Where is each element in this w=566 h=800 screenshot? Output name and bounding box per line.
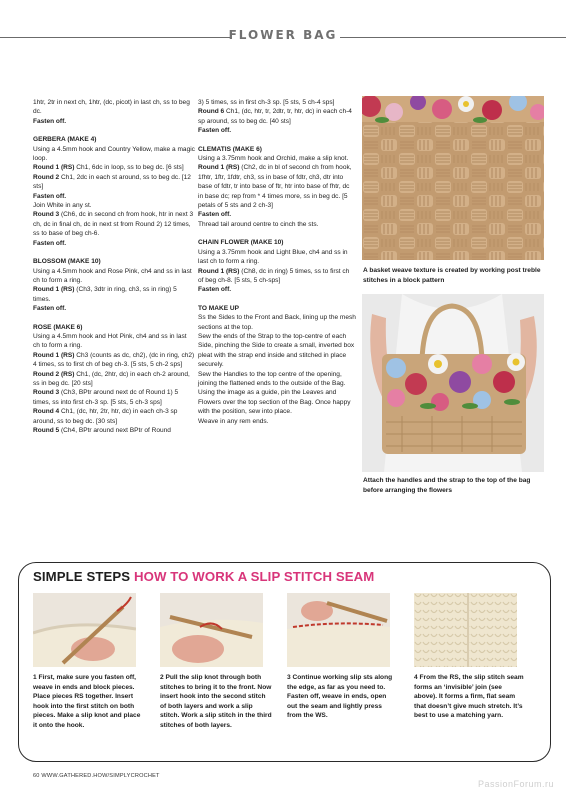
round	[198, 163, 356, 210]
step-3-photo	[287, 593, 390, 667]
photo-caption-top: A basket weave texture is created by working post treble stitches in a block pattern	[363, 267, 541, 284]
round-text: (Ch2, dc in bl of second ch from hook, 1fhtr, 1ftr, 1fdtr, ch3, ss in base of fdtr, ch3, dtr into base of fdtr, tr into base of ftr, htr into base of fhtr, dc in base dc; rep from * 4 times more, ss in beg dc. [5 petals of 5 sts and 2 ch-3]	[198, 164, 352, 210]
watermark: PassionForum.ru	[477, 779, 554, 789]
step-2-photo	[160, 593, 263, 667]
round	[33, 351, 195, 370]
round-label: Round 1 (RS)	[33, 351, 75, 359]
photo-caption-bottom: Attach the handles and the strap to the top of the bag before arranging the flowers	[363, 477, 531, 494]
fasten-off: Fasten off.	[33, 239, 67, 247]
round-label: Round 6	[198, 108, 225, 116]
text: Using a 3.75mm hook and Orchid, make a slip knot.	[198, 155, 349, 163]
round-text: Ch3 (counts as dc, ch2), (dc in ring, ch2) 4 times, ss to first ch of beg ch-3. [5 sts, 5 ch-2 sps]	[33, 351, 195, 369]
text: 1htr, 2tr in next ch, 1htr, (dc, picot) in last ch, ss to beg dc.	[33, 99, 190, 116]
round-label: Round 4	[33, 408, 60, 416]
round-label: Round 3	[33, 389, 60, 397]
round-text: (Ch3, 3dtr in ring, ch3, ss in ring) 5 times.	[33, 286, 177, 303]
step-1-photo	[33, 593, 136, 667]
round-label: Round 1 (RS)	[198, 267, 240, 275]
round-label: Round 1 (RS)	[198, 164, 240, 172]
round-text: (Ch8, dc in ring) 5 times, ss to first ch of beg ch-8. [5 sts, 5 ch-sps]	[198, 267, 350, 284]
round-label: Round 5	[33, 427, 60, 434]
text: Using a 4.5mm hook and Hot Pink, ch4 and ss in last ch to form a ring.	[33, 332, 187, 350]
round	[33, 173, 195, 192]
fasten-off: Fasten off.	[198, 127, 232, 135]
round-text: Ch1, (dc, htr, tr, 2dtr, tr, htr, dc) in each ch-4 sp around, ss to beg dc. [40 sts]	[198, 108, 352, 125]
simple-steps-subtitle: HOW TO WORK A SLIP STITCH SEAM	[133, 569, 375, 584]
round-text: Ch1, 6dc in loop, ss to beg dc. [6 sts]	[74, 164, 184, 172]
text: Join White in any st.	[33, 202, 92, 210]
fasten-off: Fasten off.	[33, 117, 67, 125]
round	[33, 210, 195, 238]
round	[198, 107, 356, 126]
simple-steps-label: SIMPLE STEPS	[33, 569, 131, 584]
section-heading-clematis: CLEMATIS (MAKE 6)	[198, 145, 262, 153]
round-label: Round 2 (RS)	[33, 370, 75, 378]
text: Weave in any rem ends.	[198, 417, 269, 425]
round-text: Ch1, (dc, 2htr, dc) in each ch-2 around, ss in beg dc. [20 sts]	[33, 370, 190, 387]
section-heading-gerbera: GERBERA (MAKE 4)	[33, 136, 97, 144]
section-heading-chain-flower: CHAIN FLOWER (MAKE 10)	[198, 239, 284, 247]
fasten-off: Fasten off.	[33, 192, 67, 200]
text: Sew the Handles to the top centre of the opening, joining the flattened ends to the outside of the Bag.	[198, 370, 346, 387]
round-text: Ch1, (dc, htr, 2tr, htr, dc) in each ch-3 sp around, ss to beg dc. [30 sts]	[33, 408, 178, 425]
fasten-off: Fasten off.	[33, 305, 67, 313]
text: Sew the ends of the Strap to the top-centre of each Side, pinching the Side to create a small, inverted box pleat with the strap end inside and stitched in place securely.	[198, 332, 355, 369]
section-heading-to-make-up: TO MAKE UP	[198, 304, 239, 312]
round-label: Round 3	[33, 211, 60, 219]
round	[33, 407, 195, 426]
text: Using the image as a guide, pin the Leaves and Flowers over the top section of the Bag. Once happy with the position, sew into place.	[198, 389, 351, 416]
round	[33, 163, 195, 172]
step-1-text: 1 First, make sure you fasten off, weave in ends and block pieces. Place pieces RS together. Insert hook into the first stitch on both pieces. Make a slip knot and place it onto the hook.	[33, 674, 141, 729]
pattern-column-1	[33, 98, 195, 435]
simple-steps-title	[33, 569, 374, 584]
text: Using a 4.5mm hook and Country Yellow, make a magic loop.	[33, 145, 195, 163]
round	[33, 426, 195, 435]
text: Thread tail around centre to cinch the sts.	[198, 220, 319, 228]
page-section-title: FLOWER BAG	[228, 28, 338, 42]
round	[33, 370, 195, 389]
header-rule-right	[340, 37, 566, 38]
round	[33, 388, 195, 407]
text: 3) 5 times, ss in first ch-3 sp. [5 sts, 5 ch-4 sps]	[198, 99, 335, 106]
section-heading-blossom: BLOSSOM (MAKE 10)	[33, 258, 101, 266]
round-label: Round 2	[33, 173, 60, 181]
text: Using a 4.5mm hook and Rose Pink, ch4 and ss in last ch to form a ring.	[33, 267, 192, 284]
section-heading-rose: ROSE (MAKE 6)	[33, 323, 83, 331]
fasten-off: Fasten off.	[198, 211, 232, 219]
round	[198, 267, 356, 286]
text: Ss the Sides to the Front and Back, lining up the mesh sections at the top.	[198, 314, 356, 331]
round-text: Ch1, 2dc in each st around, ss to beg dc. [12 sts]	[33, 173, 191, 191]
step-2-text: 2 Pull the slip knot through both stitches to bring it to the front. Now insert hook into the second stitch of both layers and work a slip stitch. Work a slip stitch in the third stitches of both layers.	[160, 674, 272, 729]
fasten-off: Fasten off.	[198, 286, 232, 294]
round-text: (Ch6, dc in second ch from hook, htr in next 3 ch, dc in final ch, dc in next st from Round 2) 12 times, ss to base of beg ch-6.	[33, 211, 194, 238]
round-label: Round 1 (RS)	[33, 286, 75, 294]
round-label: Round 1 (RS)	[33, 164, 75, 172]
step-3-text: 3 Continue working slip sts along the edge, as far as you need to. Fasten off, weave in ends, open out the seam and lightly press from the WS.	[287, 674, 393, 720]
text: Using a 3.75mm hook and Light Blue, ch4 and ss in last ch to form a ring.	[198, 248, 348, 266]
step-4-photo	[414, 593, 517, 667]
flower-bag-photo	[362, 294, 544, 472]
page-footer: 60 WWW.GATHERED.HOW/SIMPLYCROCHET	[33, 773, 160, 779]
round	[33, 285, 195, 304]
pattern-column-2	[198, 98, 356, 426]
round-text: (Ch3, BPtr around next dc of Round 1) 5 times, ss into first ch-3 sp. [5 sts, 5 ch-3 sps]	[33, 389, 179, 406]
step-4-text: 4 From the RS, the slip stitch seam forms an ‘invisible’ join (see above). It forms a firm, flat seam that doesn’t give much stretch. It’s best to use a matching yarn.	[414, 674, 524, 720]
basket-weave-photo	[362, 96, 544, 260]
round-text: (Ch4, BPtr around next BPtr of Round	[59, 427, 171, 434]
